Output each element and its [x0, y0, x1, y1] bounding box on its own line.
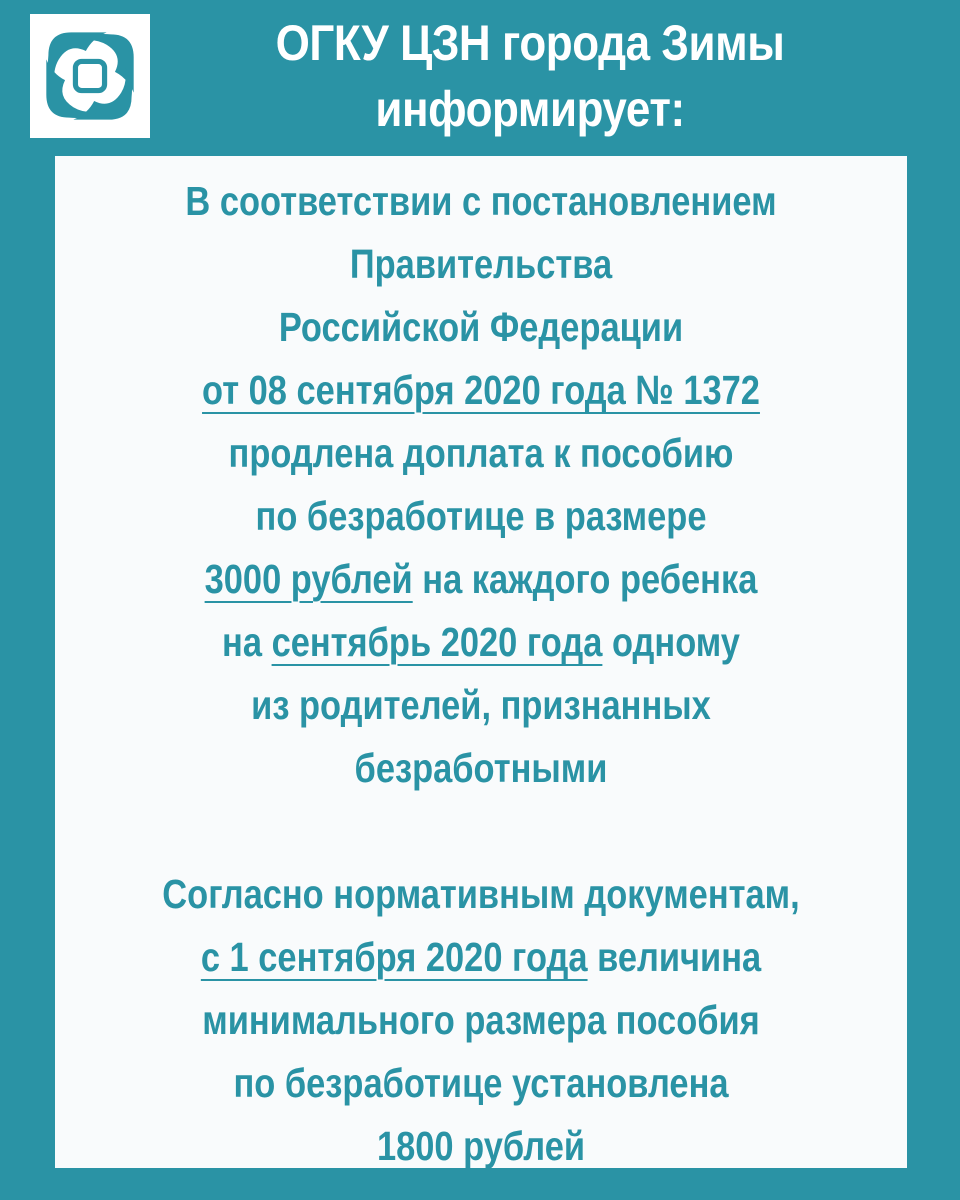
- logo: [30, 14, 150, 138]
- notice1-line-6: по безработице в размере: [255, 493, 707, 539]
- notice2-line-2: [123, 926, 839, 989]
- notice1-line-2: Правительства: [349, 241, 613, 287]
- amount-3000: 3000 рублей: [204, 556, 413, 602]
- notice1-line-8-pre: на: [222, 619, 272, 665]
- notice2-line-2-rest: величина: [587, 934, 762, 980]
- notice2-line-3: минимального размера пособия: [202, 997, 760, 1043]
- period-september-2020: сентябрь 2020 года: [271, 619, 603, 665]
- notice1-line-8: [123, 611, 839, 674]
- amount-1800: 1800 рублей: [376, 1123, 586, 1169]
- notice2-line-5: [123, 1115, 839, 1178]
- spacer: [55, 800, 907, 863]
- notice1-line-7: [123, 548, 839, 611]
- notice1-line-3: Российской Федерации: [278, 304, 684, 350]
- notice-text: [55, 170, 907, 1178]
- header-line-1: ОГКУ ЦЗН города Зимы: [275, 15, 785, 71]
- effective-date: с 1 сентября 2020 года: [200, 934, 588, 980]
- notice-panel: [55, 156, 907, 1168]
- notice2-line-4: по безработице установлена: [233, 1060, 729, 1106]
- notice1-line-4: [123, 359, 839, 422]
- decree-date-number: от 08 сентября 2020 года № 1372: [202, 367, 760, 413]
- notice2-line-1: Согласно нормативным документам,: [162, 871, 800, 917]
- notice1-line-10: безработными: [354, 745, 608, 791]
- swirl-square-icon: [38, 24, 142, 128]
- page-title: [240, 10, 821, 142]
- notice1-line-8-post: одному: [602, 619, 740, 665]
- notice1-line-1: В соответствии с постановлением: [185, 178, 777, 224]
- header-line-2: информирует:: [375, 81, 685, 137]
- notice1-line-5: продлена доплата к пособию: [228, 430, 734, 476]
- notice1-line-9: из родителей, признанных: [251, 682, 711, 728]
- notice1-line-7-rest: на каждого ребенка: [412, 556, 758, 602]
